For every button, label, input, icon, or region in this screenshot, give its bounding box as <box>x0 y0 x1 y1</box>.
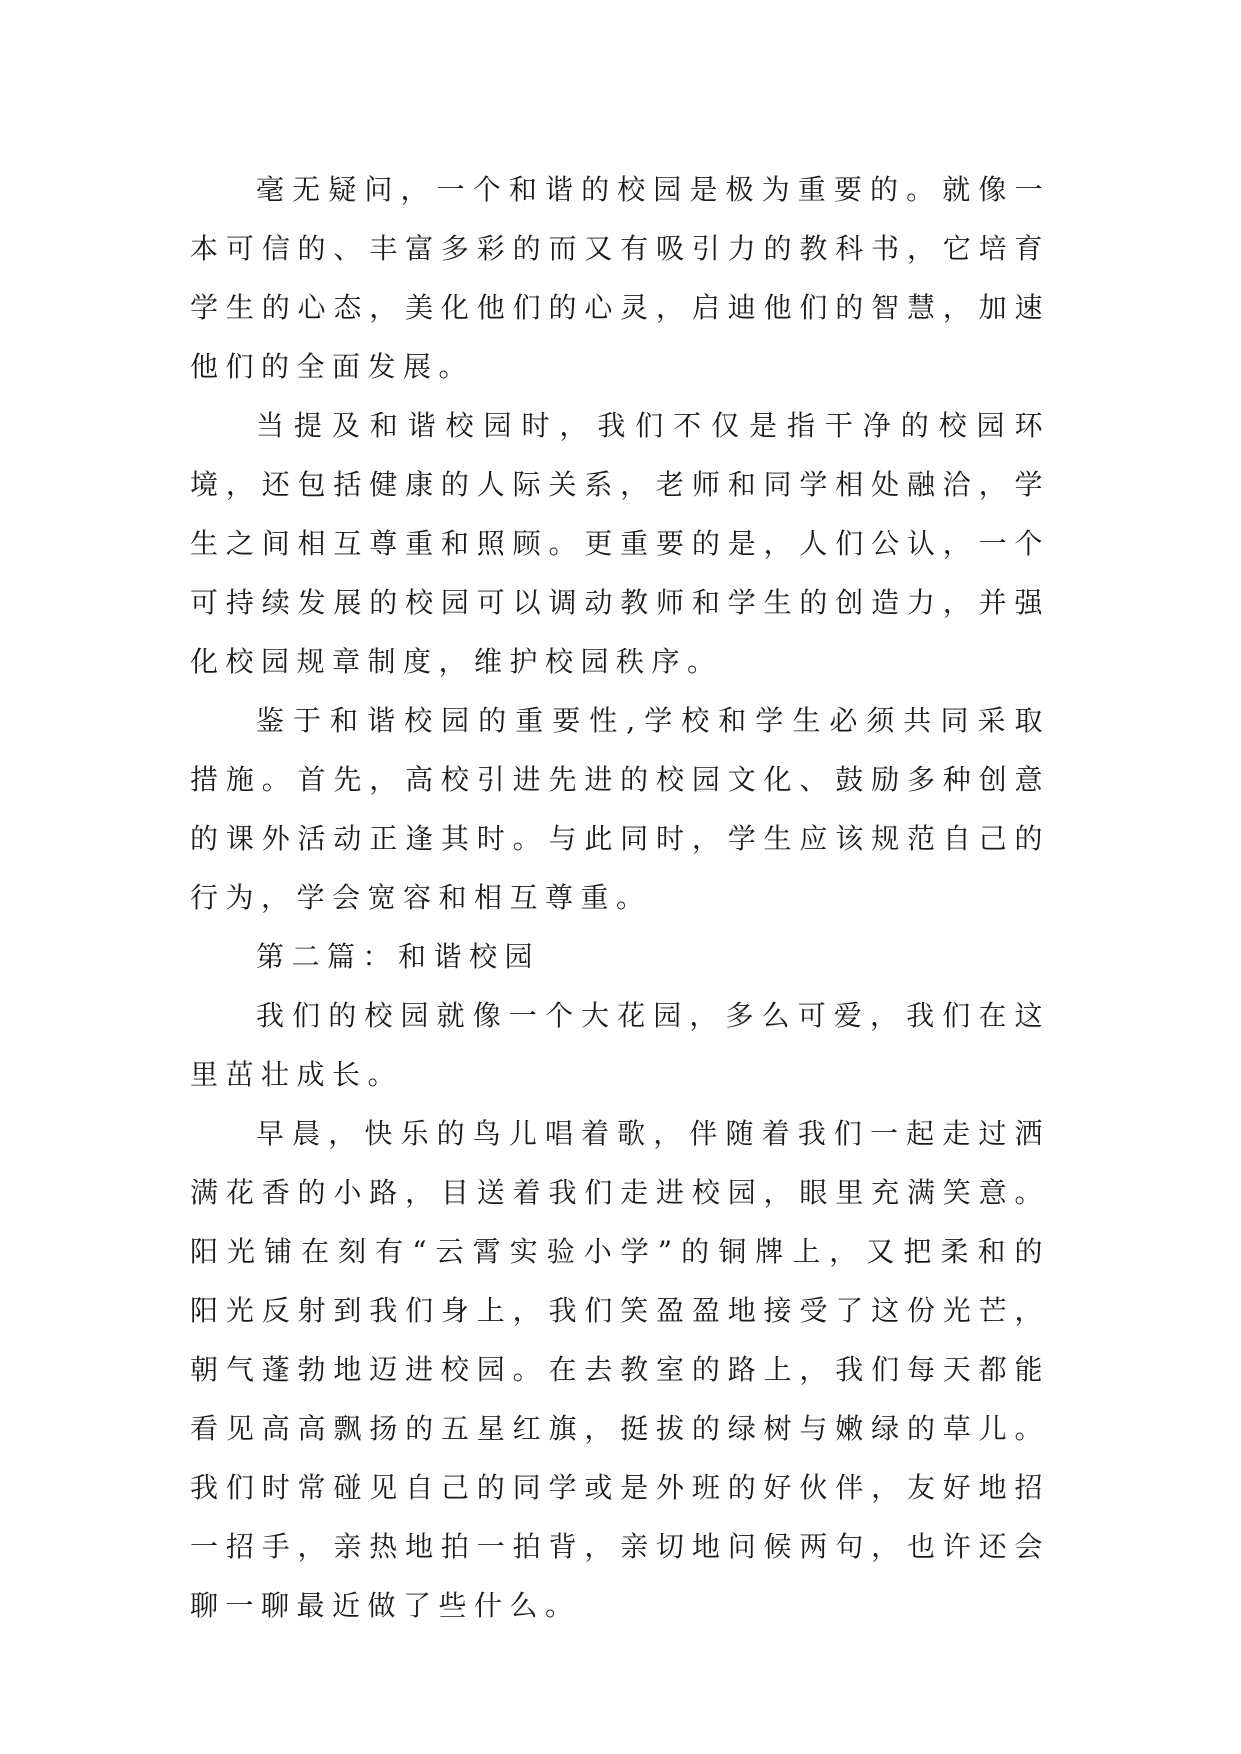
document-body <box>190 160 1050 1635</box>
paragraph-harmonious-campus-meaning: 当提及和谐校园时，我们不仅是指干净的校园环境，还包括健康的人际关系，老师和同学相处融洽，学生之间相互尊重和照顾。更重要的是，人们公认，一个可持续发展的校园可以调动教师和学生的创造力，并强化校园规章制度，维护校园秩序。 <box>190 409 1050 678</box>
section-heading: 第二篇：和谐校园 <box>256 940 541 973</box>
paragraph-morning: 早晨，快乐的鸟儿唱着歌，伴随着我们一起走过洒满花香的小路，目送着我们走进校园，眼里充满笑意。阳光铺在刻有“云霄实验小学”的铜牌上，又把柔和的阳光反射到我们身上，我们笑盈盈地接受了这份光芒，朝气蓬勃地迈进校园。在去教室的路上，我们每天都能看见高高飘扬的五星红旗，挺拔的绿树与嫩绿的草儿。我们时常碰见自己的同学或是外班的好伙伴，友好地招一招手，亲热地拍一拍背，亲切地问候两句，也许还会聊一聊最近做了些什么。 <box>190 1117 1050 1622</box>
paragraph-harmonious-campus-importance: 毫无疑问，一个和谐的校园是极为重要的。就像一本可信的、丰富多彩的而又有吸引力的教科书，它培育学生的心态，美化他们的心灵，启迪他们的智慧，加速他们的全面发展。 <box>190 173 1050 383</box>
paragraph-measures: 鉴于和谐校园的重要性,学校和学生必须共同采取措施。首先，高校引进先进的校园文化、鼓励多种创意的课外活动正逢其时。与此同时，学生应该规范自己的行为，学会宽容和相互尊重。 <box>190 704 1050 914</box>
paragraph-campus-garden: 我们的校园就像一个大花园，多么可爱，我们在这里茁壮成长。 <box>190 999 1050 1091</box>
